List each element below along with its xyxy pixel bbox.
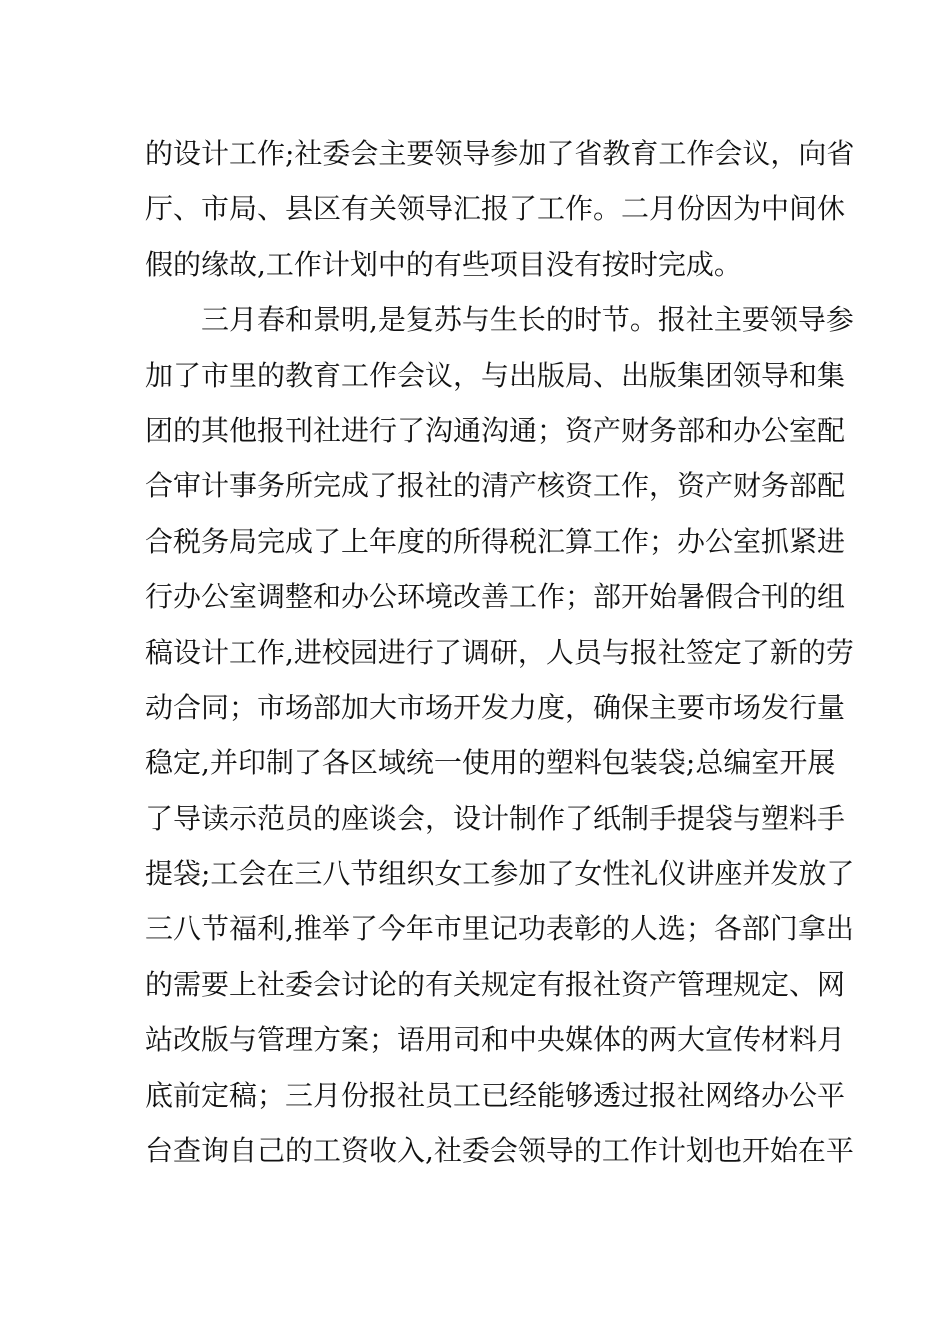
text-line-2: 厅、市局、县区有关领导汇报了工作。二月份因为中间休: [145, 192, 846, 226]
text-line-15: 三八节福利,推举了今年市里记功表彰的人选；各部门拿出: [145, 912, 854, 946]
text-line-13: 了导读示范员的座谈会，设计制作了纸制手提袋与塑料手: [145, 801, 846, 835]
text-line-9: 行办公室调整和办公环境改善工作；部开始暑假合刊的组: [145, 580, 846, 614]
text-line-3: 假的缘故,工作计划中的有些项目没有按时完成。: [145, 247, 742, 281]
text-line-5: 加了市里的教育工作会议，与出版局、出版集团领导和集: [145, 358, 846, 392]
text-line-19: 台查询自己的工资收入,社委会领导的工作计划也开始在平: [145, 1134, 854, 1168]
text-line-8: 合税务局完成了上年度的所得税汇算工作；办公室抓紧进: [145, 524, 846, 558]
document-body: [145, 126, 855, 1178]
text-line-11: 动合同；市场部加大市场开发力度，确保主要市场发行量: [145, 690, 846, 724]
text-line-12: 稳定,并印制了各区域统一使用的塑料包装袋;总编室开展: [145, 746, 836, 780]
text-line-17: 站改版与管理方案；语用司和中央媒体的两大宣传材料月: [145, 1023, 846, 1057]
text-line-7: 合审计事务所完成了报社的清产核资工作，资产财务部配: [145, 469, 846, 503]
text-line-14: 提袋;工会在三八节组织女工参加了女性礼仪讲座并发放了: [145, 857, 855, 891]
text-line-10: 稿设计工作,进校园进行了调研，人员与报社签定了新的劳: [145, 635, 854, 669]
text-line-16: 的需要上社委会讨论的有关规定有报社资产管理规定、网: [145, 967, 846, 1001]
text-line-6: 团的其他报刊社进行了沟通沟通；资产财务部和办公室配: [145, 413, 846, 447]
text-line-4: 三月春和景明,是复苏与生长的时节。报社主要领导参: [201, 303, 854, 337]
text-line-18: 底前定稿；三月份报社员工已经能够透过报社网络办公平: [145, 1078, 846, 1112]
text-line-1: 的设计工作;社委会主要领导参加了省教育工作会议，向省: [145, 137, 855, 170]
